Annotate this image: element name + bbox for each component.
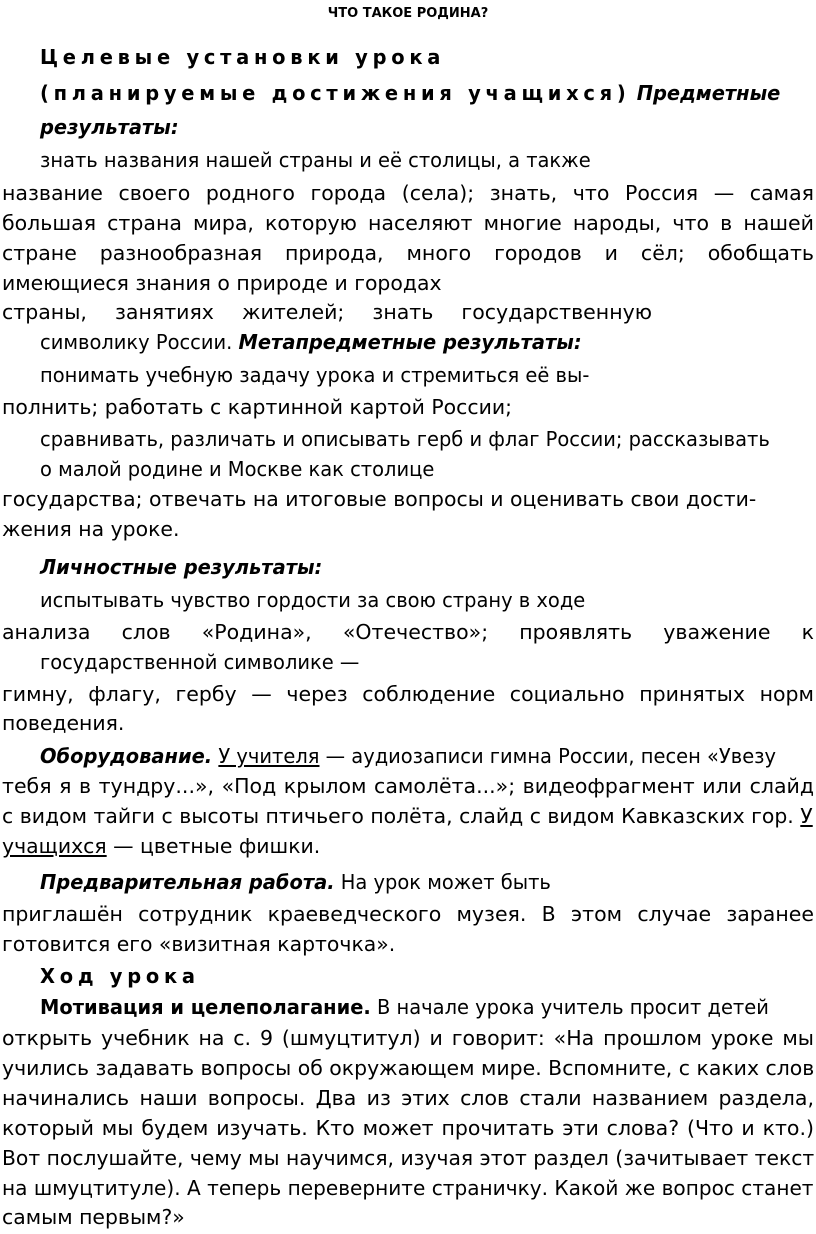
- meta-text-line: полнить; работать с картинной картой России;: [2, 395, 512, 419]
- meta-results-label: Метапредметные результаты:: [238, 330, 582, 354]
- lesson-text-line: учились задавать вопросы об окружающем мире. Вспомните, с каких слов: [2, 1056, 815, 1080]
- motivation-text: В начале урока учитель просит детей: [370, 995, 769, 1019]
- prep-text-line: приглашён сотрудник краеведческого музея. В этом случае заранее: [2, 902, 814, 926]
- goals-heading: Целевые установки урока: [40, 45, 446, 69]
- subject-text-line: стране разнообразная природа, много городов и сёл; обобщать: [2, 241, 814, 265]
- equipment-text-line: тебя я в тундру...», «Под крылом самолёта...»; видеофрагмент или слайд: [2, 774, 814, 798]
- personal-text-line: поведения.: [2, 711, 125, 735]
- lesson-text-line: начинались наши вопросы. Два из этих слов стали названием раздела,: [2, 1086, 814, 1110]
- lesson-heading: Ход урока: [40, 964, 200, 988]
- meta-text-line: сравнивать, различать и описывать герб и флаг России; рассказывать: [40, 427, 770, 451]
- equipment-text: — цветные фишки.: [106, 834, 321, 858]
- meta-text-line: понимать учебную задачу урока и стремиться её вы-: [40, 363, 590, 387]
- equipment-students: учащихся: [2, 834, 107, 858]
- goals-subheading: (планируемые достижения учащихся): [40, 81, 631, 105]
- page-title: ЧТО ТАКОЕ РОДИНА?: [327, 6, 489, 21]
- equipment-text-line: [2, 831, 814, 861]
- goals-subheading-line: [40, 78, 814, 108]
- subject-text-line: имеющиеся знания о природе и городах: [2, 271, 442, 295]
- equipment-label: Оборудование.: [40, 744, 213, 768]
- personal-text-line: государственной символике —: [40, 650, 360, 674]
- motivation-label: Мотивация и целеполагание.: [40, 995, 371, 1019]
- personal-text-line: анализа слов «Родина», «Отечество»; проявлять уважение к: [2, 620, 814, 644]
- lesson-text-line: который мы будем изучать. Кто может прочитать эти слова? (Что и кто.): [2, 1116, 814, 1140]
- lesson-text-line: на шмуцтитуле). А теперь переверните страничку. Какой же вопрос станет: [2, 1176, 814, 1200]
- lesson-text-line: открыть учебник на с. 9 (шмуцтитул) и говорит: «На прошлом уроке мы: [2, 1026, 814, 1050]
- subject-results-label-cont: результаты:: [40, 115, 179, 139]
- equipment-teacher: У учителя: [218, 744, 320, 768]
- subject-text-line: название своего родного города (села); знать, что Россия — самая: [2, 181, 814, 205]
- subject-text-line: большая страна мира, которую населяют многие народы, что в нашей: [2, 211, 814, 235]
- equipment-text: — аудиозаписи гимна России, песен «Увезу: [319, 744, 777, 768]
- personal-text-line: испытывать чувство гордости за свою страну в ходе: [40, 588, 586, 612]
- subject-text-line: страны, занятиях жителей; знать государственную: [2, 300, 652, 324]
- subject-meta-line: [40, 327, 814, 357]
- lesson-text-line: самым первым?»: [2, 1205, 185, 1229]
- equipment-line: [40, 741, 814, 771]
- prep-text-line: готовится его «визитная карточка».: [2, 932, 396, 956]
- lesson-text-line: Вот послушайте, чему мы научимся, изучая этот раздел (зачитывает текст: [2, 1146, 815, 1170]
- motivation-line: [40, 992, 814, 1022]
- meta-text-line: о малой родине и Москве как столице: [40, 457, 435, 481]
- meta-text-line: государства; отвечать на итоговые вопросы и оценивать свои дости-: [2, 487, 757, 511]
- subject-text-end: символику России.: [40, 330, 233, 354]
- equipment-text: с видом тайги с высоты птичьего полёта, слайд с видом Кавказских гор.: [2, 804, 794, 828]
- equipment-text-line: [2, 801, 814, 831]
- meta-text-line: жения на уроке.: [2, 517, 180, 541]
- prep-label: Предварительная работа.: [40, 870, 335, 894]
- personal-text-line: гимну, флагу, гербу — через соблюдение социально принятых норм: [2, 682, 814, 706]
- prep-line: [40, 867, 814, 897]
- prep-text: На урок может быть: [334, 870, 551, 894]
- subject-results-label: Предметные: [636, 81, 781, 105]
- personal-results-label: Личностные результаты:: [40, 555, 323, 579]
- equipment-students: У: [800, 804, 813, 828]
- subject-text-line: знать названия нашей страны и её столицы, а также: [40, 148, 591, 172]
